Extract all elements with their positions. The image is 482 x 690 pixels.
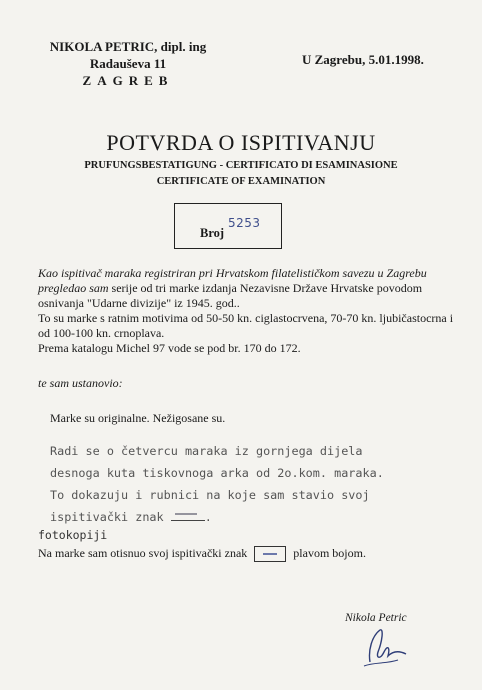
place-date: U Zagrebu, 5.01.1998. <box>302 52 424 67</box>
sender-block <box>38 38 218 89</box>
typed-line: desnoga kuta tiskovnoga arka od 2o.kom. maraka. <box>50 466 384 480</box>
typed-line: Radi se o četvercu maraka iz gornjega dijela <box>50 444 363 458</box>
stamp-statement <box>38 546 366 562</box>
examiner-stamp-icon <box>254 546 286 562</box>
sender-name: NIKOLA PETRIC, dipl. ing <box>49 39 207 54</box>
original-statement: Marke su originalne. Nežigosane su. <box>50 411 226 425</box>
sender-city: ZAGREB <box>82 73 174 88</box>
document-title: POTVRDA O ISPITIVANJU <box>106 130 376 155</box>
series-text: serije od tri marke izdanja Nezavisne Države Hrvatske povodom osnivanja "Udarne divizije" iz 1945. god.. <box>38 281 423 310</box>
established-label: te sam ustanovio: <box>38 376 123 390</box>
intro-text: Kao ispitivač maraka registriran pri Hrvatskom filatelističkom savezu u Zagrebu pregledao sam <box>38 266 427 295</box>
subtitle-line-2: CERTIFICATE OF EXAMINATION <box>156 176 326 187</box>
typed-notes <box>50 440 384 528</box>
signature-name: Nikola Petric <box>345 612 407 624</box>
examiner-mark-icon <box>171 510 205 521</box>
typed-line: ispitivački znak <box>50 510 164 524</box>
typed-line-end: . <box>204 510 212 524</box>
stamp-text-after: plavom bojom. <box>293 546 366 560</box>
handwritten-signature <box>350 622 420 670</box>
certificate-number: 5253 <box>228 216 261 230</box>
examination-paragraph <box>38 266 458 356</box>
photocopy-note: fotokopiji <box>38 528 108 542</box>
typed-line: To dokazuju i rubnici na koje sam stavio svoj <box>50 488 370 502</box>
subtitle-line-1: PRUFUNGSBESTATIGUNG - CERTIFICATO DI ESAMINASIONE <box>84 160 398 171</box>
sender-street: Radauševa 11 <box>89 56 167 71</box>
catalog-text: Prema katalogu Michel 97 vode se pod br. 170 do 172. <box>38 341 301 355</box>
motif-text: To su marke s ratnim motivima od 50-50 kn. ciglastocrvena, 70-70 kn. ljubičastocrna i od 100-100 kn. crnoplava. <box>38 311 454 340</box>
certificate-number-label: Broj <box>200 226 225 240</box>
stamp-text-before: Na marke sam otisnuo svoj ispitivački znak <box>38 546 248 560</box>
